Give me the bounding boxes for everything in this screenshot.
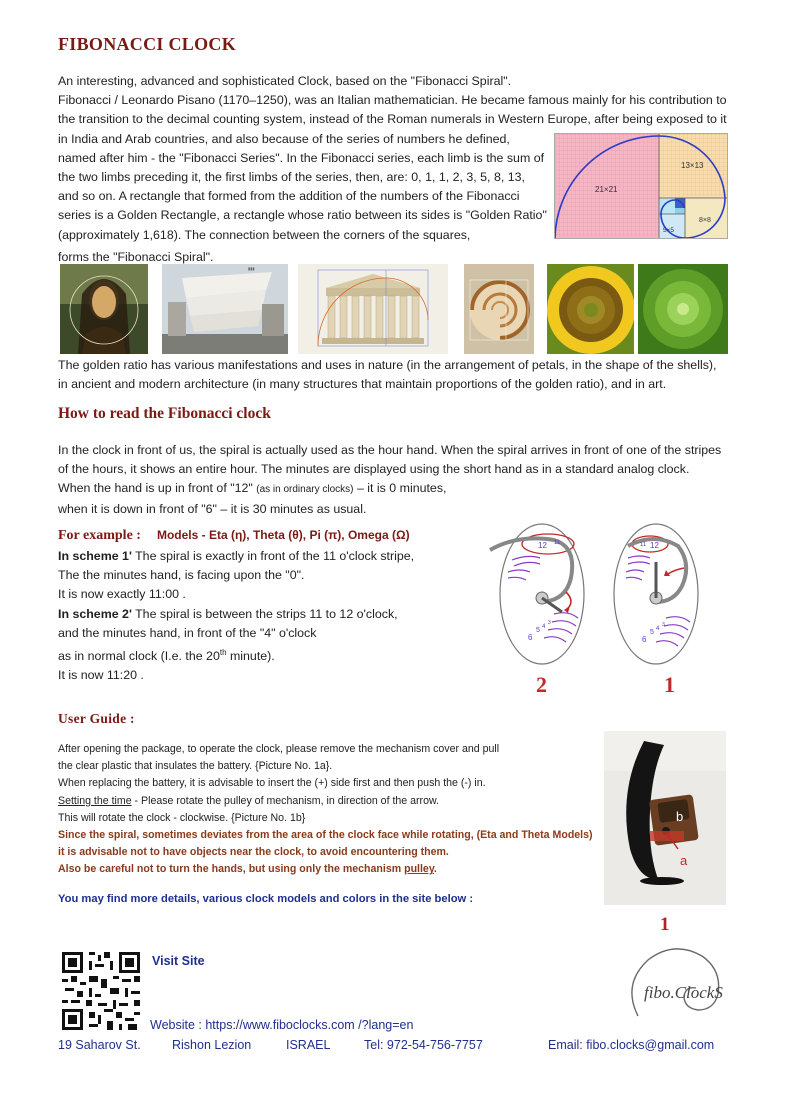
photo-label-a: a: [680, 853, 688, 868]
clock-product-photo: [604, 731, 726, 905]
hour-digit: 3: [662, 622, 665, 628]
photo-label-b: b: [676, 809, 684, 824]
intro-line: (approximately 1,618). The connection between the corners of the squares,: [58, 227, 471, 242]
howto-line3-note: (as in ordinary clocks): [256, 484, 354, 496]
visit-site-link[interactable]: Visit Site: [152, 954, 205, 968]
guide-line: [58, 793, 598, 810]
footer-city: Rishon Lezion: [172, 1038, 252, 1052]
footer-street: 19 Saharov St.: [58, 1038, 141, 1052]
footer-email[interactable]: Email: fibo.clocks@gmail.com: [548, 1038, 715, 1052]
caption-line: in ancient and modern architecture (in many structures that maintain proportions of the golden ratio), and in art.: [58, 377, 667, 392]
hour-digit: 12: [650, 541, 659, 550]
hour-digit: 4: [656, 626, 660, 632]
example-line: [58, 605, 478, 624]
hour-digit: 12: [538, 541, 547, 550]
intro-line: and so on. A rectangle that formed from the addition of the numbers of the Fibonacci: [58, 189, 520, 204]
qr-code[interactable]: [62, 952, 140, 1030]
howto-title: How to read the Fibonacci clock: [58, 405, 271, 422]
example-label: For example :: [58, 528, 141, 543]
intro-line: the transition to the decimal counting system, instead of the Roman numerals in Western Europe, after being exposed to it: [58, 112, 727, 127]
golden-ratio-caption: [58, 356, 738, 394]
example-text: [58, 547, 478, 686]
hour-digit: 4: [542, 624, 546, 630]
label-8: 8×8: [699, 217, 711, 224]
howto-line: [58, 479, 738, 499]
warning-line3-text: Also be careful not to turn the hands, but using only the mechanism: [58, 863, 405, 876]
intro-line: An interesting, advanced and sophisticated Clock, based on the "Fibonacci Spiral".: [58, 74, 512, 88]
howto-paragraph: [58, 441, 738, 519]
label-21: 21×21: [595, 185, 618, 194]
guide-line: After opening the package, to operate the clock, please remove the mechanism cover and pull: [58, 743, 500, 755]
howto-line3-end: – it is 0 minutes,: [353, 481, 447, 496]
guide-line: When replacing the battery, it is advisable to insert the (+) side first and then push the (-) in.: [58, 777, 486, 790]
intro-line: named after him - the "Fibonacci Series". In the Fibonacci series, each limb is the sum of: [58, 150, 545, 165]
clock-schemes-diagram: [478, 514, 718, 700]
sunflower-photo: [547, 264, 634, 354]
example-heading: [58, 528, 410, 544]
scheme-1-number: 1: [664, 672, 675, 697]
hour-digit: 6: [528, 633, 533, 642]
logo-text: fibo.ClockS: [644, 983, 723, 1002]
fibonacci-spiral-figure: [554, 133, 728, 239]
scheme-1-label: In scheme 1': [58, 549, 132, 563]
warning-line3-end: .: [433, 863, 437, 876]
howto-line: when it is down in front of "6" – it is 30 minutes as usual.: [58, 501, 367, 516]
mona-lisa-photo: [60, 264, 148, 354]
user-guide-title: User Guide :: [58, 711, 135, 726]
example-line6-text: as in normal clock (I.e. the 20: [58, 649, 220, 664]
intro-line: forms the "Fibonacci Spiral".: [58, 249, 214, 264]
hour-digit: 11: [640, 542, 647, 548]
hour-digit: 11: [554, 540, 561, 546]
scheme-2-text: The spiral is between the strips 11 to 12 o'clock,: [131, 606, 398, 621]
setting-time-label: Setting the time: [58, 794, 132, 807]
example-line6-end: minute).: [226, 649, 275, 664]
scheme-2-clock: [490, 524, 584, 697]
scheme-1-clock: [614, 524, 698, 697]
warning-line: it is advisable not to have objects near the clock, to avoid encountering them.: [58, 846, 449, 859]
website-link[interactable]: Website : https://www.fiboclocks.com /?lang=en: [150, 1018, 414, 1032]
models-list: Models - Eta (η), Theta (θ), Pi (π), Omega (Ω): [156, 528, 410, 542]
guide-line: the clear plastic that insulates the battery. {Picture No. 1a}.: [58, 760, 333, 773]
hour-digit: 3: [548, 620, 551, 626]
pulley-word: pulley: [404, 863, 434, 876]
user-guide-text: [58, 741, 598, 879]
example-line: It is now 11:20 .: [58, 668, 144, 683]
warning-line: [58, 861, 598, 878]
hour-digit: 5: [536, 627, 540, 634]
footer-country: ISRAEL: [286, 1038, 331, 1052]
nautilus-photo: [464, 264, 534, 354]
intro-line: series is a Golden Rectangle, a rectangle whose ratio between its sides is "Golden Ratio": [58, 208, 547, 223]
howto-line3-text: When the hand is up in front of "12": [58, 481, 257, 496]
scheme-2-label: In scheme 2': [58, 606, 132, 621]
scheme-2-number: 2: [536, 672, 547, 697]
setting-time-text: - Please rotate the pulley of mechanism, in direction of the arrow.: [131, 794, 439, 807]
guggenheim-photo: [162, 264, 288, 354]
fibonacci-spiral-diagram: [555, 134, 728, 239]
ordinal-suffix: th: [219, 648, 227, 658]
intro-line: the two limbs preceding it, the first limbs of the series, then, are: 0, 1, 1, 2, 3, 5, 8, 13,: [58, 170, 525, 185]
guide-line: This will rotate the clock - clockwise. {Picture No. 1b}: [58, 811, 306, 824]
example-line: [58, 643, 478, 666]
example-line: It is now exactly 11:00 .: [58, 587, 186, 602]
example-line: and the minutes hand, in front of the "4" o'clock: [58, 625, 317, 640]
caption-line: The golden ratio has various manifestations and uses in nature (in the arrangement of petals, in the shape of the shells),: [58, 358, 717, 372]
hour-digit: 5: [650, 629, 654, 636]
intro-line: Fibonacci / Leonardo Pisano (1170–1250), was an Italian mathematician. He became famous mainly for his contribution to: [58, 93, 727, 108]
intro-line: in India and Arab countries, and also because of the series of numbers he defined,: [58, 131, 510, 146]
site-info-line: You may find more details, various clock models and colors in the site below :: [58, 893, 474, 905]
fiboclocks-logo: [618, 944, 730, 1020]
photo-number: 1: [660, 914, 670, 935]
label-5: 5×5: [663, 227, 675, 234]
howto-line: of the hours, it shows an entire hour. The minutes are displayed using the short hand as in a standard analog clock.: [58, 462, 690, 477]
example-line: The the minutes hand, is facing upon the "0".: [58, 568, 305, 583]
footer-phone[interactable]: Tel: 972-54-756-7757: [364, 1038, 483, 1052]
label-13: 13×13: [681, 161, 704, 170]
warning-line: Since the spiral, sometimes deviates from the area of the clock face while rotating, (Eta and Theta Models): [58, 829, 593, 842]
svg-text:▮▮▮: ▮▮▮: [248, 266, 255, 271]
example-line: [58, 547, 478, 566]
page-title: FIBONACCI CLOCK: [58, 34, 237, 54]
hour-digit: 6: [642, 635, 647, 644]
succulent-photo: [638, 264, 728, 354]
howto-line: In the clock in front of us, the spiral is actually used as the hour hand. When the spiral arrives in front of one of the stripes: [58, 443, 722, 457]
scheme-1-text: The spiral is exactly in front of the 11 o'clock stripe,: [131, 549, 415, 563]
parthenon-photo: [298, 264, 448, 354]
